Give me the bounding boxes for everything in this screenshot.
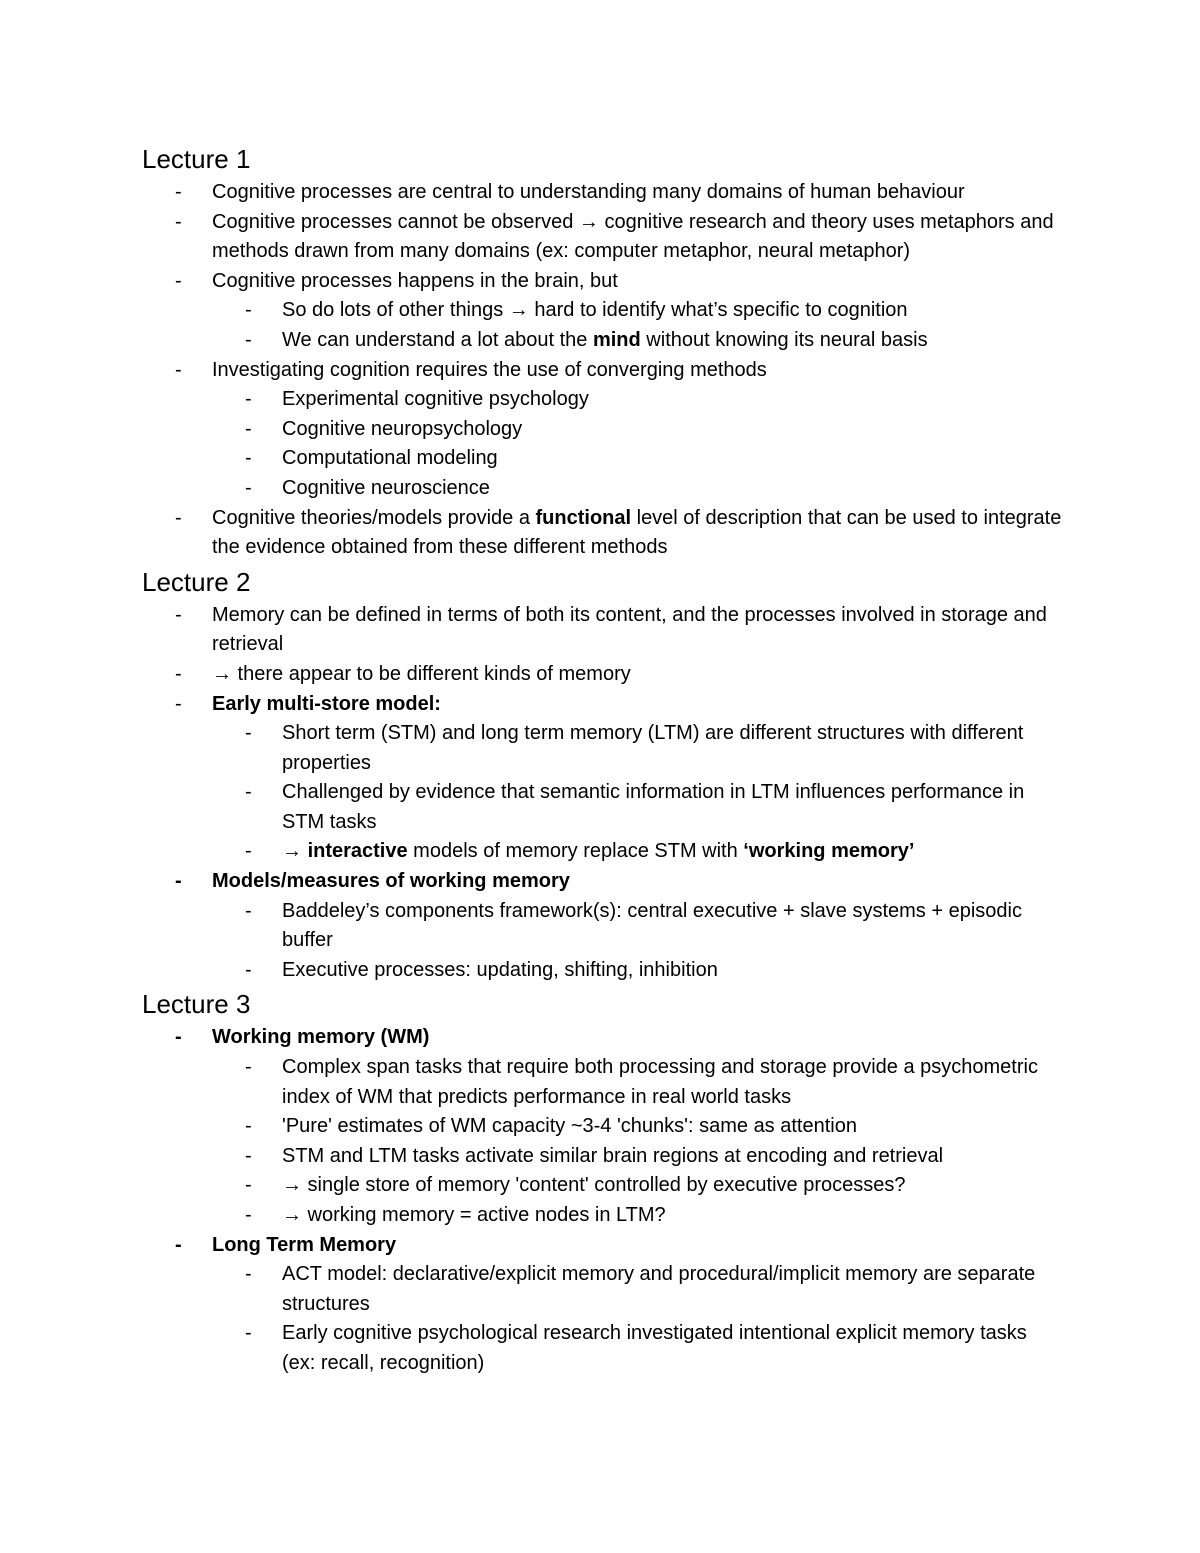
bullet-text <box>282 959 718 981</box>
text-run: Complex span tasks that require both processing and storage provide a psychometric index of WM that predicts performance in real world tasks <box>282 1056 1038 1108</box>
text-run: Computational modeling <box>282 447 498 470</box>
bullet-dash: - <box>245 447 252 470</box>
sub-bullet-item <box>142 1260 1062 1319</box>
sub-bullet-item <box>142 444 1062 474</box>
sub-bullet-item <box>142 385 1062 415</box>
bullet-dash: - <box>245 1204 252 1226</box>
bullet-list <box>142 178 1062 563</box>
bold-text: Early multi-store model: <box>212 692 441 715</box>
bold-text: functional <box>535 506 632 529</box>
bold-text: Long Term Memory <box>212 1233 397 1256</box>
bullet-text <box>282 1056 1038 1108</box>
bullet-text <box>212 1026 429 1048</box>
bullet-dash: - <box>245 899 252 922</box>
bold-text: Models/measures of working memory <box>212 870 570 893</box>
bullet-dash: - <box>245 1115 252 1138</box>
sub-bullet-item <box>142 296 1062 326</box>
bullet-text <box>282 1115 857 1137</box>
bullet-text <box>212 693 441 715</box>
bullet-item <box>142 601 1062 660</box>
bullet-item <box>142 1023 1062 1053</box>
bullet-dash: - <box>175 870 182 893</box>
bullet-item <box>142 356 1062 386</box>
text-run: models of memory replace STM with <box>407 840 744 863</box>
lecture-heading: Lecture 2 <box>142 566 251 597</box>
notes-content <box>142 140 1062 1379</box>
text-run: 'Pure' estimates of WM capacity ~3-4 'chunks': same as attention <box>282 1115 857 1138</box>
text-run: Investigating cognition requires the use of converging methods <box>212 358 767 381</box>
text-run: without knowing its neural basis <box>640 328 928 351</box>
text-run: Memory can be defined in terms of both its content, and the processes involved in storage and retrieval <box>212 603 1047 656</box>
sub-bullet-item <box>142 837 1062 867</box>
bullet-text <box>282 900 1022 952</box>
bullet-text <box>282 1322 1027 1374</box>
text-run: Cognitive neuropsychology <box>282 417 523 440</box>
text-run: Baddeley’s components framework(s): central executive + slave systems + episodic buffer <box>282 899 1022 952</box>
bullet-dash: - <box>245 840 252 863</box>
bullet-text <box>282 299 908 321</box>
bullet-item <box>142 660 1062 690</box>
bullet-dash: - <box>175 269 182 292</box>
bullet-text <box>212 211 1054 263</box>
bullet-dash: - <box>175 506 182 529</box>
sub-bullet-item <box>142 956 1062 986</box>
bullet-item <box>142 267 1062 297</box>
bold-text: interactive <box>307 840 408 863</box>
bullet-text <box>212 604 1047 656</box>
sub-bullet-item <box>142 474 1062 504</box>
bullet-item <box>142 208 1062 267</box>
bullet-dash: - <box>245 1174 252 1197</box>
bold-text: mind <box>592 328 641 351</box>
bullet-text <box>282 329 928 351</box>
bullet-text <box>212 1234 396 1256</box>
text-run: Cognitive processes are central to understanding many domains of human behaviour <box>212 181 965 203</box>
bullet-dash: - <box>175 1026 182 1049</box>
bullet-text <box>282 477 490 499</box>
text-run: → <box>282 840 308 863</box>
bullet-text <box>282 1204 666 1226</box>
text-run: Experimental cognitive psychology <box>282 388 589 411</box>
bullet-dash: - <box>175 603 182 626</box>
text-run: Cognitive neuroscience <box>282 476 490 499</box>
text-run: Executive processes: updating, shifting, inhibition <box>282 958 718 981</box>
text-run: → there appear to be different kinds of memory <box>212 662 631 685</box>
bullet-text <box>282 1174 906 1196</box>
text-run: Challenged by evidence that semantic information in LTM influences performance in STM tasks <box>282 781 1025 833</box>
bold-text: Working memory (WM) <box>212 1026 430 1049</box>
bullet-dash: - <box>245 781 252 804</box>
bullet-dash: - <box>245 299 252 322</box>
bullet-dash: - <box>245 1263 252 1286</box>
bullet-text <box>282 840 914 862</box>
bold-text: ‘working memory’ <box>743 840 915 863</box>
bullet-text <box>282 418 522 440</box>
bullet-dash: - <box>245 388 252 411</box>
sub-bullet-item <box>142 719 1062 778</box>
bullet-dash: - <box>175 1233 182 1256</box>
bullet-text <box>282 447 498 469</box>
bullet-dash: - <box>175 210 182 233</box>
bullet-item <box>142 867 1062 897</box>
text-run: ACT model: declarative/explicit memory and procedural/implicit memory are separate structures <box>282 1263 1036 1315</box>
bullet-text <box>282 722 1023 774</box>
text-run: → single store of memory 'content' controlled by executive processes? <box>282 1174 906 1197</box>
bullet-dash: - <box>245 722 252 745</box>
bullet-text <box>212 663 631 685</box>
text-run: Cognitive theories/models provide a <box>212 506 536 529</box>
sub-bullet-item <box>142 1171 1062 1201</box>
bullet-text <box>212 359 767 381</box>
bullet-dash: - <box>175 692 182 715</box>
text-run: Cognitive processes happens in the brain, but <box>212 269 618 292</box>
bullet-text <box>212 181 965 203</box>
text-run: We can understand a lot about the <box>282 328 593 351</box>
bullet-dash: - <box>245 417 252 440</box>
bullet-text <box>212 870 570 892</box>
bullet-text <box>212 507 1061 559</box>
lecture-heading: Lecture 3 <box>142 989 251 1020</box>
text-run: Short term (STM) and long term memory (LTM) are different structures with different properties <box>282 722 1024 774</box>
sub-bullet-item <box>142 1319 1062 1378</box>
sub-bullet-item <box>142 1201 1062 1231</box>
text-run: Early cognitive psychological research investigated intentional explicit memory tasks (ex: recall, recognition) <box>282 1322 1027 1374</box>
text-run: Cognitive processes cannot be observed → cognitive research and theory uses metaphors and methods drawn from many domains (ex: computer metaphor, neural metaphor) <box>212 210 1054 263</box>
bullet-list <box>142 1023 1062 1378</box>
text-run: level of description that can be used to integrate the evidence obtained from these different methods <box>212 506 1062 559</box>
bullet-list <box>142 601 1062 986</box>
sub-bullet-item <box>142 1112 1062 1142</box>
text-run: So do lots of other things → hard to identify what’s specific to cognition <box>282 299 908 322</box>
bullet-dash: - <box>175 662 182 685</box>
sub-bullet-item <box>142 1142 1062 1172</box>
sub-bullet-item <box>142 897 1062 956</box>
bullet-item <box>142 1231 1062 1261</box>
sub-bullet-item <box>142 778 1062 837</box>
bullet-text <box>282 388 589 410</box>
bullet-item <box>142 504 1062 563</box>
bullet-item <box>142 178 1062 208</box>
bullet-text <box>212 270 618 292</box>
bullet-dash: - <box>245 958 252 981</box>
bullet-dash: - <box>245 1322 252 1345</box>
bullet-dash: - <box>245 1056 252 1079</box>
bullet-text <box>282 781 1024 833</box>
bullet-dash: - <box>245 1144 252 1167</box>
bullet-dash: - <box>175 358 182 381</box>
lecture-heading: Lecture 1 <box>142 144 251 174</box>
bullet-text <box>282 1145 943 1167</box>
bullet-dash: - <box>245 476 252 499</box>
bullet-dash: - <box>245 328 252 351</box>
text-run: → working memory = active nodes in LTM? <box>282 1204 666 1226</box>
bullet-item <box>142 690 1062 720</box>
bullet-text <box>282 1263 1035 1315</box>
bullet-dash: - <box>175 181 182 203</box>
text-run: STM and LTM tasks activate similar brain regions at encoding and retrieval <box>282 1144 944 1167</box>
sub-bullet-item <box>142 1053 1062 1112</box>
sub-bullet-item <box>142 326 1062 356</box>
sub-bullet-item <box>142 415 1062 445</box>
